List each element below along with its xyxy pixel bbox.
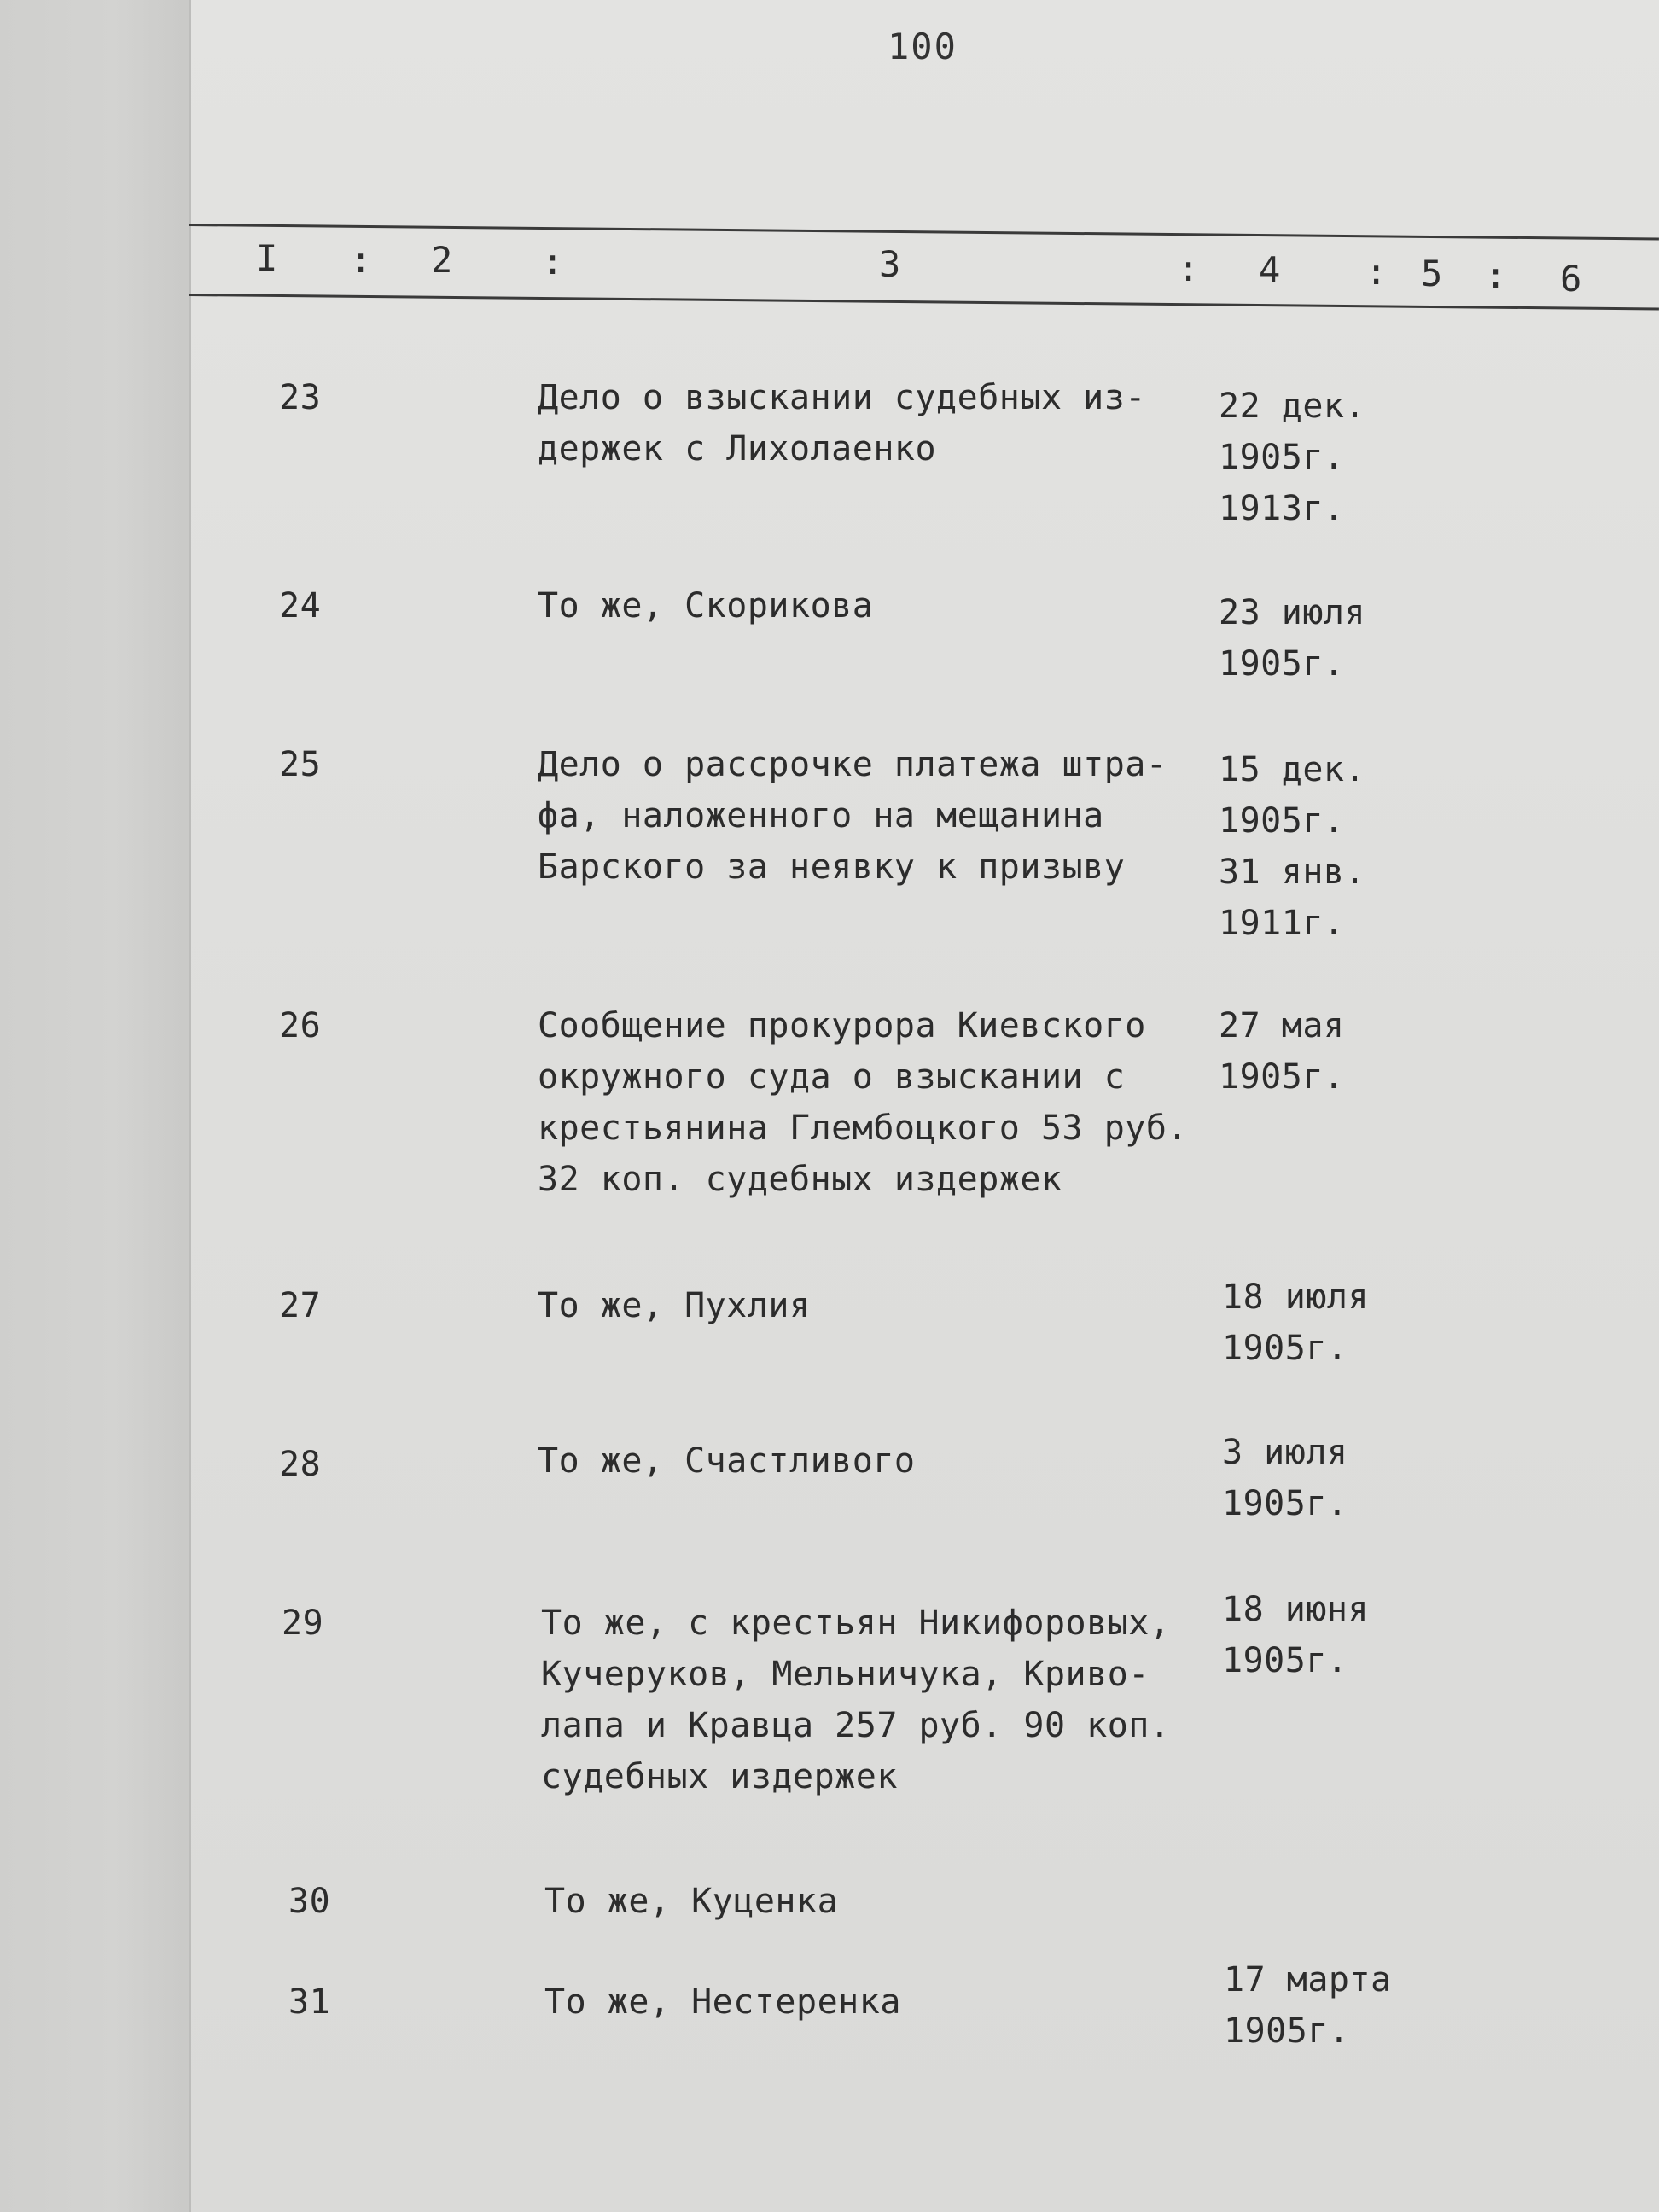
entry-description-line: фа, наложенного на мещанина [538,796,1104,835]
entry-date-line: 1905г. [1219,1057,1345,1097]
entry-description-line: То же, Счастливого [538,1441,916,1481]
entry-number: 24 [279,586,322,626]
entry-number: 27 [279,1286,322,1325]
entry-date-line: 18 июня [1222,1590,1370,1629]
entry-date-line: 1911г. [1219,904,1345,943]
column-header-3: 3 [879,243,901,285]
column-header-1: I [256,237,278,279]
entry-date-line: 1905г. [1224,2011,1350,2051]
entry-description-line: Дело о взыскании судебных из- [538,378,1146,417]
entry-number: 31 [288,1982,331,2022]
entry-description-line: То же, Пухлия [538,1286,811,1325]
column-separator: : [1485,254,1507,296]
entry-description-line: крестьянина Глембоцкого 53 руб. [538,1109,1189,1148]
entry-date-line: 31 янв. [1219,853,1366,892]
entry-date-line: 15 дек. [1219,750,1366,789]
entry-date-line: 23 июля [1219,593,1366,632]
entry-description-line: Сообщение прокурора Киевского [538,1006,1146,1045]
column-header-2: 2 [431,239,453,281]
entry-description-line: То же, Нестеренка [544,1982,901,2022]
entry-description-line: То же, Скорикова [538,586,874,626]
column-header-6: 6 [1560,258,1582,300]
entry-date-line: 1905г. [1219,644,1345,684]
page-number: 100 [888,26,958,67]
entry-date-line: 17 марта [1224,1960,1392,2000]
column-separator: : [1365,251,1388,293]
entry-date-line: 1905г. [1222,1484,1348,1523]
entry-date-line: 1905г. [1219,801,1345,841]
entry-description-line: 32 коп. судебных издержек [538,1160,1062,1199]
entry-date-line: 1913г. [1219,489,1345,528]
entry-date-line: 1905г. [1219,438,1345,477]
entry-number: 23 [279,378,322,417]
entry-description-line: То же, с крестьян Никифоровых, [541,1604,1171,1643]
entry-description-line: судебных издержек [541,1757,898,1796]
column-header-5: 5 [1421,253,1443,294]
column-separator: : [1178,247,1200,289]
entry-description-line: Дело о рассрочке платежа штра- [538,745,1167,784]
column-separator: : [542,241,564,282]
entry-date-line: 1905г. [1222,1641,1348,1680]
entry-description-line: Барского за неявку к призыву [538,847,1126,887]
entry-number: 25 [279,745,322,784]
entry-date-line: 27 мая [1219,1006,1345,1045]
entry-description-line: То же, Куценка [544,1882,839,1921]
entry-date-line: 22 дек. [1219,387,1366,426]
entry-description-line: окружного суда о взыскании с [538,1057,1126,1097]
entry-number: 30 [288,1882,331,1921]
entry-date-line: 18 июля [1222,1278,1370,1317]
entry-description-line: лапа и Кравца 257 руб. 90 коп. [541,1706,1171,1745]
column-separator: : [350,239,372,281]
entry-date-line: 3 июля [1222,1433,1348,1472]
column-header-4: 4 [1259,249,1281,291]
entry-number: 28 [279,1445,322,1484]
binding-margin [0,0,192,2212]
entry-number: 26 [279,1006,322,1045]
entry-description-line: держек с Лихолаенко [538,429,937,469]
entry-description-line: Кучеруков, Мельничука, Криво- [541,1655,1150,1694]
entry-number: 29 [282,1604,324,1643]
entry-date-line: 1905г. [1222,1329,1348,1368]
